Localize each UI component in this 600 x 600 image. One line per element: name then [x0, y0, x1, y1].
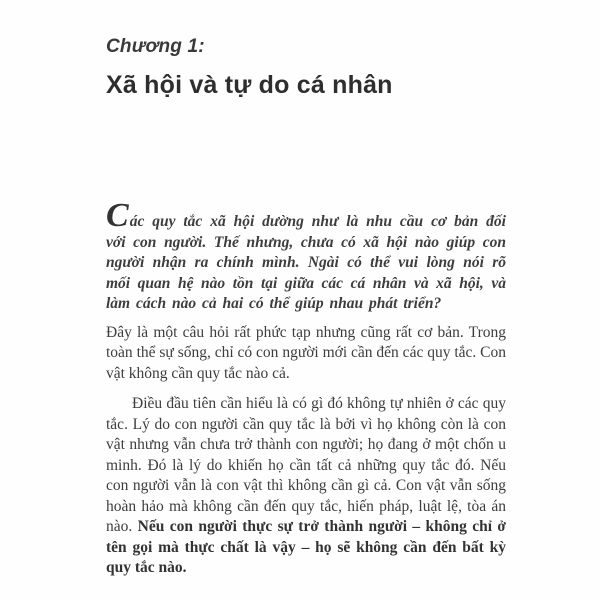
- paragraph-2: Đây là một câu hỏi rất phức tạp nhưng cũng rất cơ bản. Trong toàn thể sự sống, chỉ có con người mới cần đến các quy tắc. Con vật không cần quy tắc nào cả.: [106, 323, 506, 382]
- paragraph-3: [106, 394, 506, 579]
- intro-paragraph-text: ác quy tắc xã hội dường như là nhu cầu cơ bản đối với con người. Thế nhưng, chưa có xã hội nào giúp con người nhận ra chính mình. Ngài có thể vui lòng nói rõ mối quan hệ nào tồn tại giữa các cá nhân và xã hội, và làm cách nào cả hai có thể giúp nhau phát triển?: [106, 213, 506, 312]
- chapter-label: Chương 1:: [106, 36, 205, 57]
- drop-cap: C: [106, 197, 130, 234]
- paragraph-3-bold: Nếu con người thực sự trở thành người – không chỉ ở tên gọi mà thực chất là vậy – họ sẽ không cần đến bất kỳ quy tắc nào.: [106, 518, 506, 576]
- page-title: Xã hội và tự do cá nhân: [106, 71, 393, 99]
- body-copy: [106, 197, 506, 579]
- intro-paragraph: [106, 197, 506, 315]
- chapter-header: [106, 36, 506, 100]
- paragraph-3-regular: Điều đầu tiên cần hiểu là có gì đó không tự nhiên ở các quy tắc. Lý do con người cần quy tắc là bởi vì họ không còn là con vật nhưng vẫn chưa trở thành con người; họ đang ở một chốn u minh. Đó là lý do khiến họ cần tất cả những quy tắc đó. Nếu con người vẫn là con vật thì không cần gì cả. Con vật vẫn sống hoàn hảo mà không cần đến quy tắc, hiến pháp, luật lệ, tòa án nào.: [106, 395, 506, 535]
